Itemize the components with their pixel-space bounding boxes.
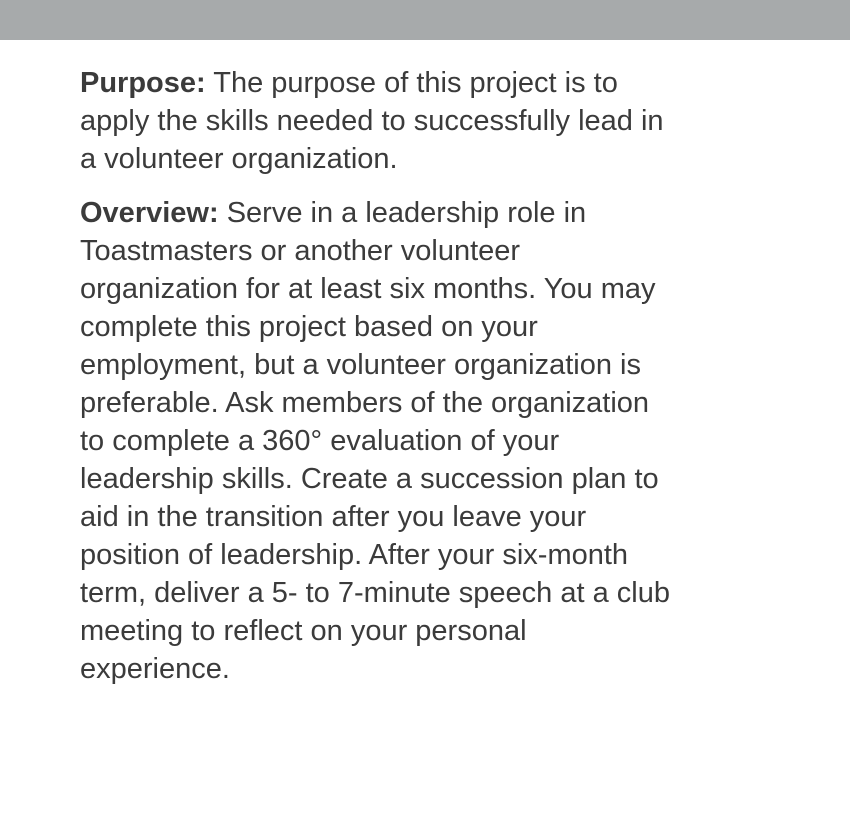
purpose-line: a volunteer organization. [80,143,398,175]
document-content [80,64,760,688]
overview-line: to complete a 360° evaluation of your [80,425,560,457]
purpose-line: The purpose of this project is to [213,67,618,99]
overview-line: employment, but a volunteer organization is [80,349,641,381]
overview-line: preferable. Ask members of the organization [80,387,650,419]
purpose-line: apply the skills needed to successfully lead in [80,105,664,137]
overview-line: experience. [80,653,230,685]
overview-line: leadership skills. Create a succession plan to [80,463,659,495]
overview-line: position of leadership. After your six-month [80,539,629,571]
overview-line: Toastmasters or another volunteer [80,235,521,267]
overview-line: term, deliver a 5- to 7-minute speech at a club [80,577,670,609]
overview-line: organization for at least six months. You may [80,273,656,305]
purpose-paragraph [80,64,760,178]
overview-line: Serve in a leadership role in [226,197,587,229]
overview-label: Overview: [80,197,219,229]
purpose-label: Purpose: [80,67,206,99]
overview-line: meeting to reflect on your personal [80,615,527,647]
overview-line: complete this project based on your [80,311,538,343]
overview-paragraph [80,194,760,688]
top-bar [0,0,850,40]
overview-line: aid in the transition after you leave your [80,501,587,533]
